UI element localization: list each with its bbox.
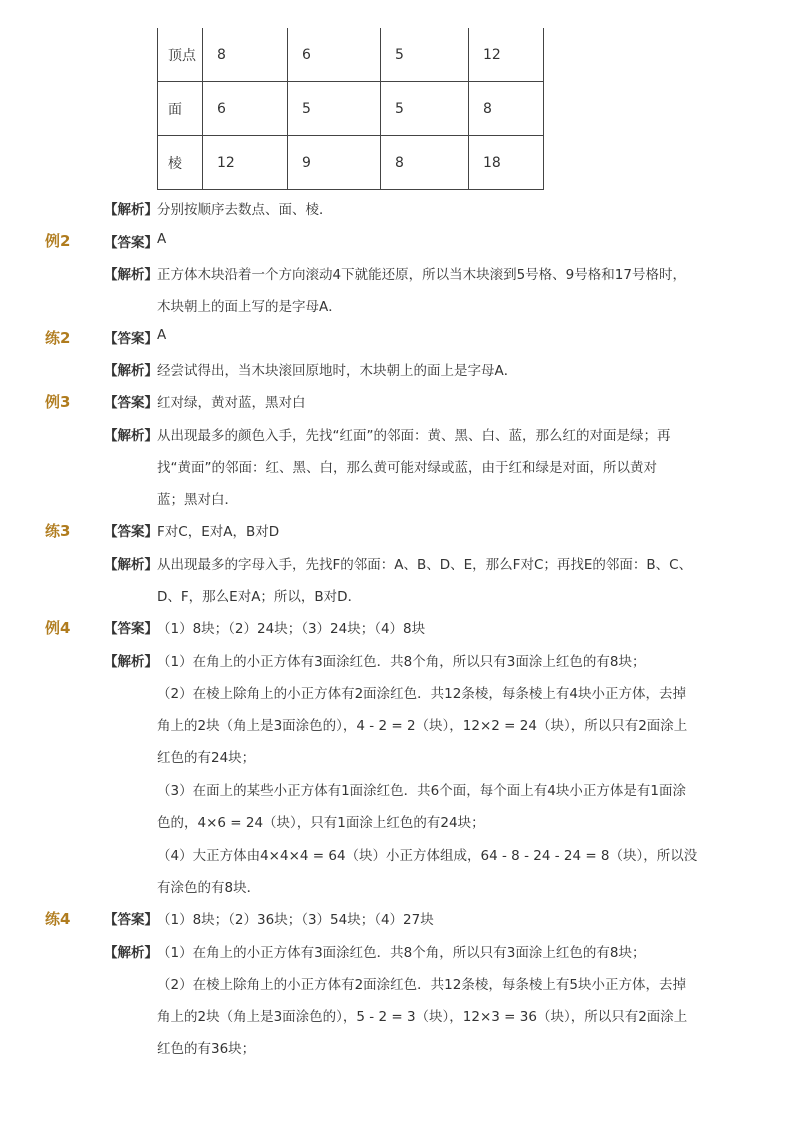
analysis-tag: 【解析】: [104, 557, 158, 573]
example-label: 例4: [45, 619, 71, 637]
analysis-tag: 【解析】: [104, 945, 158, 961]
analysis-text: D、F，那么E对A；所以，B对D．: [157, 589, 362, 605]
table-row: [158, 136, 544, 190]
analysis-text: 木块朝上的面上写的是字母A．: [157, 299, 342, 315]
answer-tag: 【答案】: [104, 395, 158, 411]
table-cell: 6: [288, 28, 381, 82]
table-cell: 8: [469, 82, 544, 136]
analysis-tag: 【解析】: [104, 267, 158, 283]
example-label: 例3: [45, 393, 71, 411]
answer-text: F对C，E对A，B对D: [157, 524, 280, 540]
table-cell: 5: [381, 82, 469, 136]
analysis-text: 色的，4×6 = 24（块），只有1面涂上红色的有24块；: [157, 815, 485, 831]
answer-text: （1）8块；（2）24块；（3）24块；（4）8块: [157, 621, 426, 637]
analysis-text: 从出现最多的字母入手，先找F的邻面：A、B、D、E，那么F对C；再找E的邻面：B、C、: [157, 557, 693, 573]
answer-tag: 【答案】: [104, 912, 158, 928]
analysis-tag: 【解析】: [104, 202, 158, 218]
analysis-tag: 【解析】: [104, 363, 158, 379]
table-cell: 5: [381, 28, 469, 82]
practice-label: 练3: [45, 522, 71, 540]
analysis-text: （1）在角上的小正方体有3面涂红色．共8个角，所以只有3面涂上红色的有8块；: [157, 654, 646, 670]
analysis-text: （2）在棱上除角上的小正方体有2面涂红色．共12条棱，每条棱上有5块小正方体，去掉: [157, 977, 686, 993]
table-cell: 18: [469, 136, 544, 190]
table-cell: 8: [203, 28, 288, 82]
table-cell: 5: [288, 82, 381, 136]
analysis-text: 红色的有24块；: [157, 750, 256, 766]
answer-text: （1）8块；（2）36块；（3）54块；（4）27块: [157, 912, 434, 928]
analysis-text: 正方体木块沿着一个方向滚动4下就能还原，所以当木块滚到5号格、9号格和17号格时，: [157, 267, 686, 283]
table-cell: 6: [203, 82, 288, 136]
answer-tag: 【答案】: [104, 331, 158, 347]
analysis-text: （1）在角上的小正方体有3面涂红色．共8个角，所以只有3面涂上红色的有8块；: [157, 945, 646, 961]
analysis-text: 分别按顺序去数点、面、棱．: [157, 202, 333, 218]
table-row: [158, 82, 544, 136]
count-table: [157, 28, 544, 190]
table-cell: 8: [381, 136, 469, 190]
analysis-text: 角上的2块（角上是3面涂色的），5 - 2 = 3（块），12×3 = 36（块），所以只有2面涂上: [157, 1009, 688, 1025]
table-cell: 面: [158, 82, 203, 136]
analysis-text: 角上的2块（角上是3面涂色的），4 - 2 = 2（块），12×2 = 24（块），所以只有2面涂上: [157, 718, 688, 734]
analysis-text: 红色的有36块；: [157, 1041, 256, 1057]
table-cell: 12: [203, 136, 288, 190]
answer-text: A: [157, 327, 167, 343]
table-row: [158, 28, 544, 82]
analysis-text: 蓝；黑对白．: [157, 492, 238, 508]
table-cell: 顶点: [158, 28, 203, 82]
answer-tag: 【答案】: [104, 621, 158, 637]
table-cell: 9: [288, 136, 381, 190]
table-cell: 棱: [158, 136, 203, 190]
answer-tag: 【答案】: [104, 235, 158, 251]
analysis-tag: 【解析】: [104, 654, 158, 670]
answer-tag: 【答案】: [104, 524, 158, 540]
practice-label: 练4: [45, 910, 71, 928]
analysis-text: （2）在棱上除角上的小正方体有2面涂红色．共12条棱，每条棱上有4块小正方体，去掉: [157, 686, 686, 702]
analysis-tag: 【解析】: [104, 428, 158, 444]
analysis-text: 找“黄面”的邻面：红、黑、白，那么黄可能对绿或蓝，由于红和绿是对面，所以黄对: [157, 460, 657, 476]
analysis-text: （3）在面上的某些小正方体有1面涂红色．共6个面，每个面上有4块小正方体是有1面涂: [157, 783, 686, 799]
analysis-text: （4）大正方体由4×4×4 = 64（块）小正方体组成，64 - 8 - 24 - 24 = 8（块），所以没: [157, 848, 698, 864]
answer-text: 红对绿，黄对蓝，黑对白: [157, 395, 306, 411]
practice-label: 练2: [45, 329, 71, 347]
analysis-text: 经尝试得出，当木块滚回原地时，木块朝上的面上是字母A．: [157, 363, 518, 379]
analysis-text: 从出现最多的颜色入手，先找“红面”的邻面：黄、黑、白、蓝，那么红的对面是绿；再: [157, 428, 671, 444]
example-label: 例2: [45, 232, 71, 250]
answer-text: A: [157, 231, 167, 247]
table-cell: 12: [469, 28, 544, 82]
analysis-text: 有涂色的有8块．: [157, 880, 261, 896]
